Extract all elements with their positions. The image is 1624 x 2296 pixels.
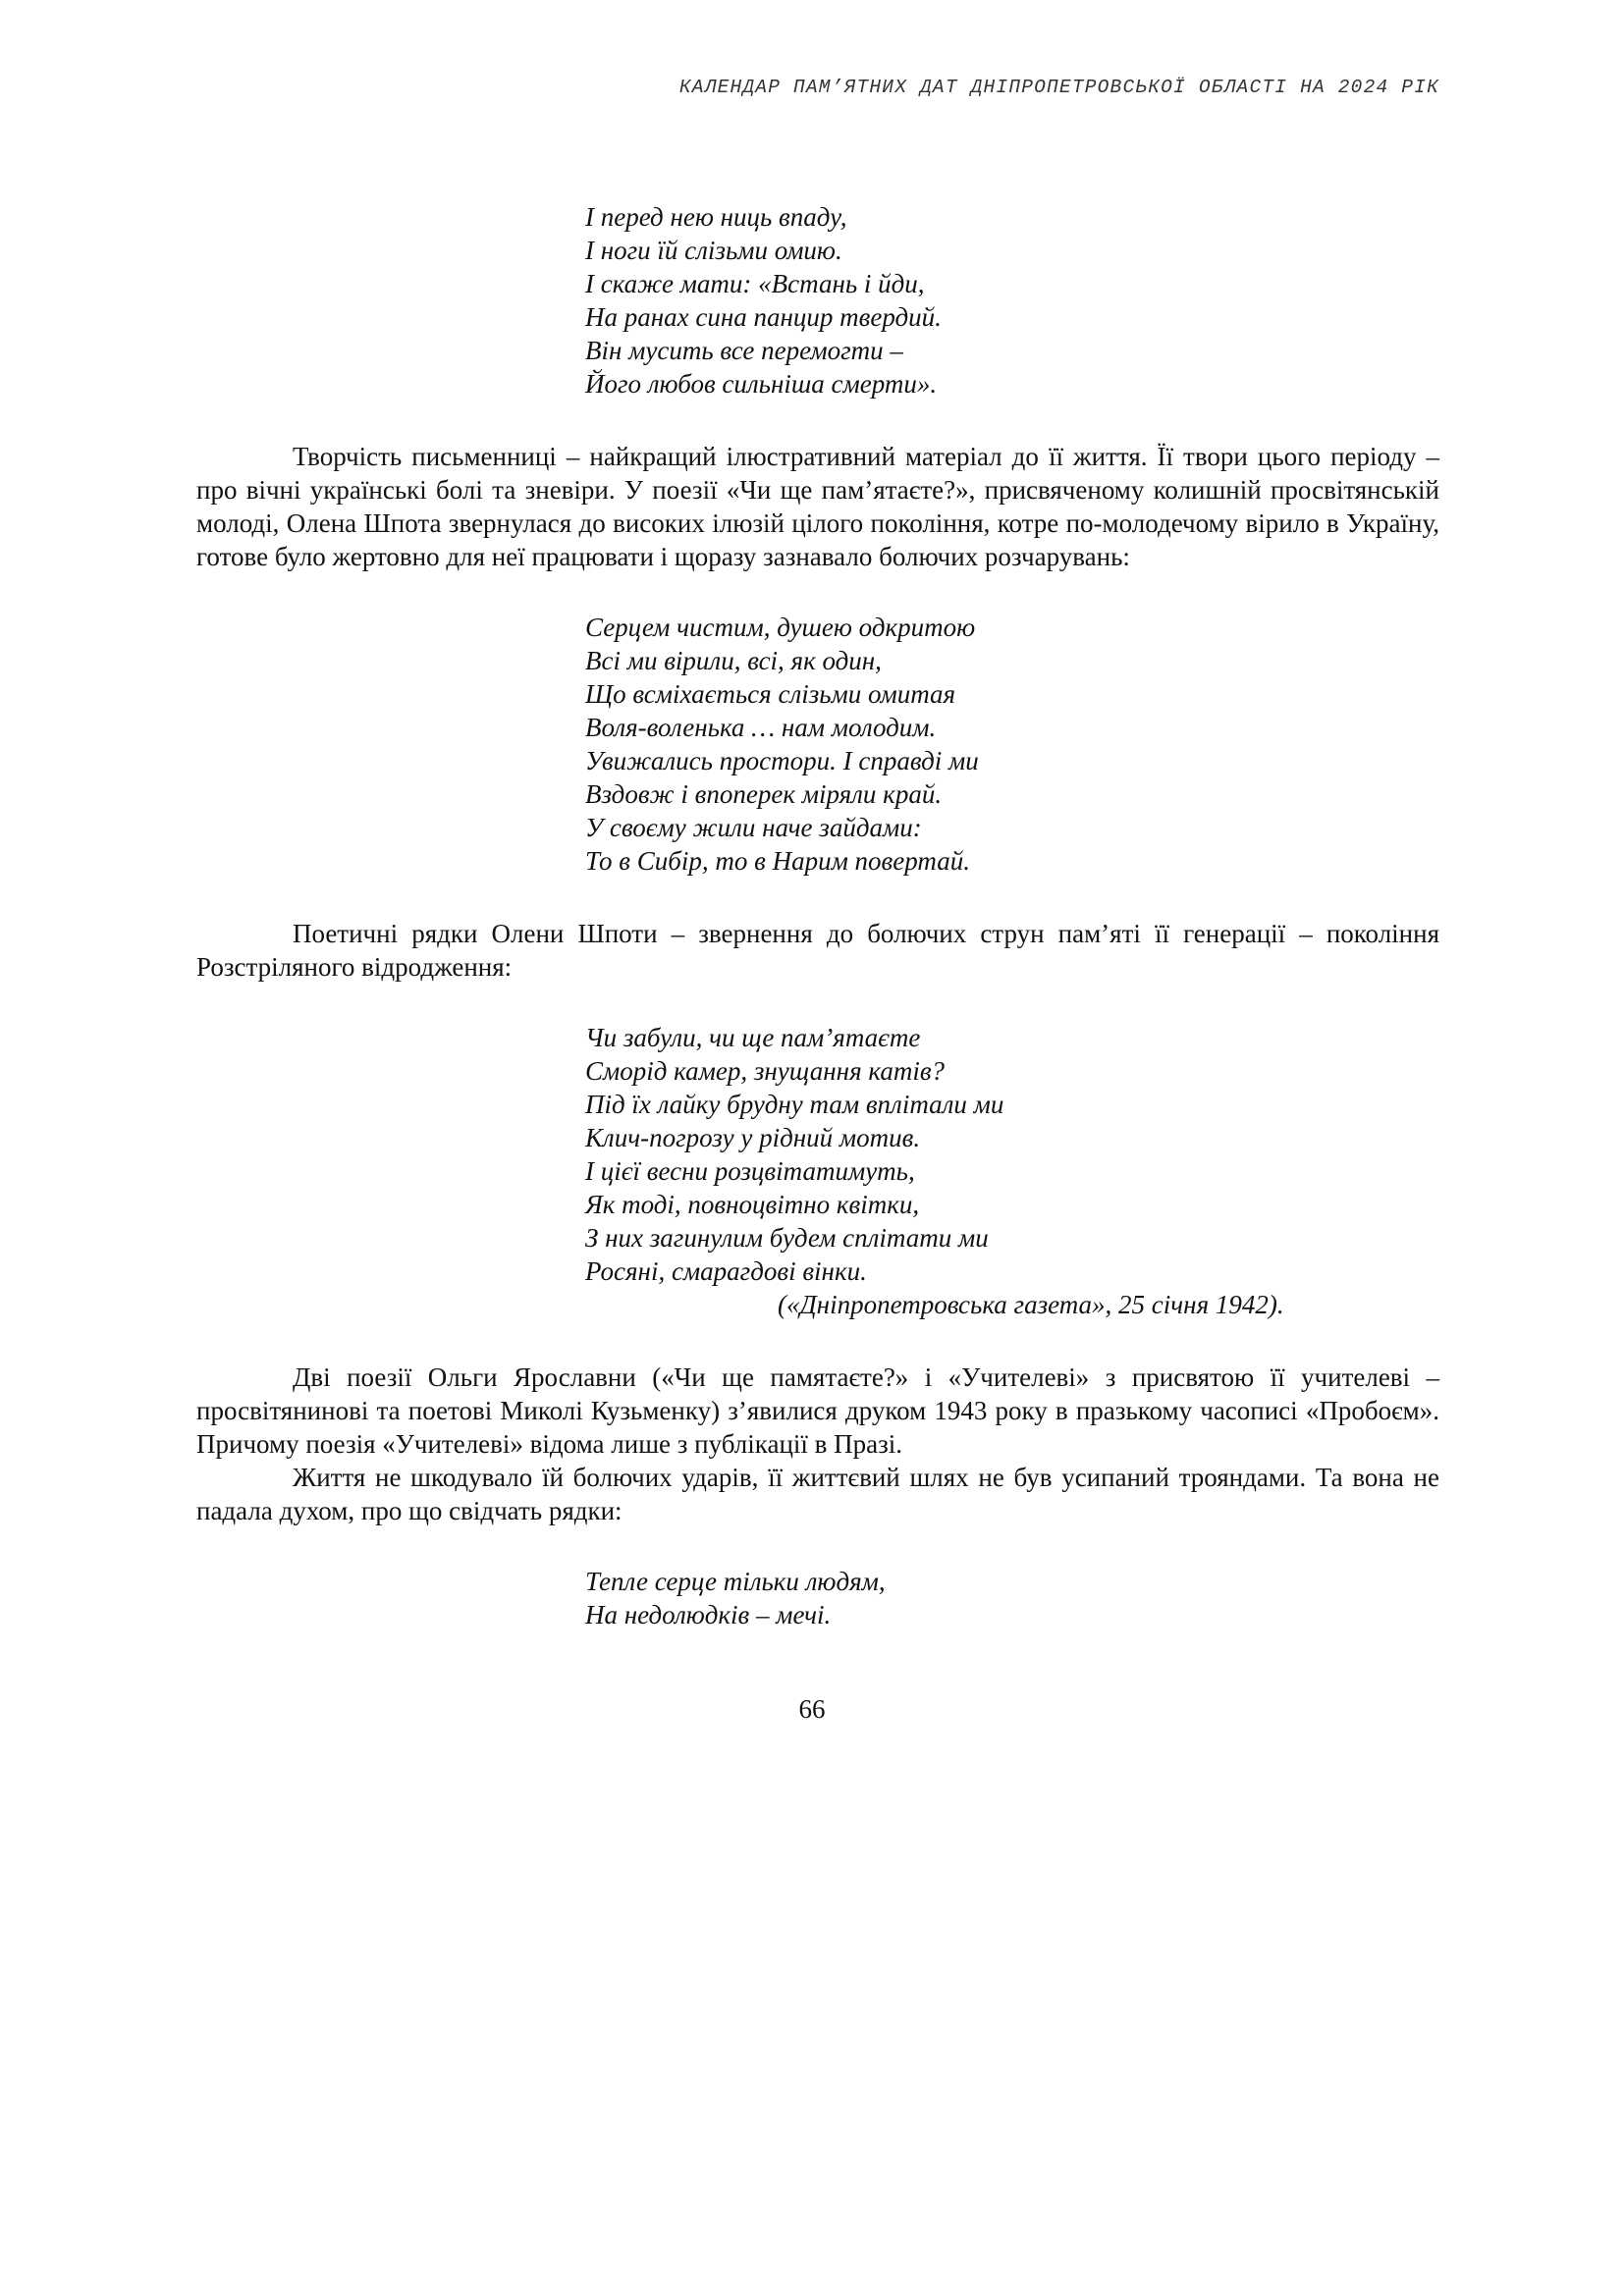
poem-excerpt	[585, 611, 1439, 878]
verse-line: На недолюдків – мечі.	[585, 1600, 832, 1629]
body-paragraph: Життя не шкодувало їй болючих ударів, її життєвий шлях не був усипаний трояндами. Та вона не падала духом, про що свідчать рядки:	[196, 1463, 1439, 1525]
verse-line: З них загинулим будем сплітати ми	[585, 1223, 989, 1253]
verse-line: У своєму жили наче зайдами:	[585, 813, 922, 842]
verse-line: Тепле серце тільки людям,	[585, 1567, 886, 1596]
verse-line: І цієї весни розцвітатимуть,	[585, 1156, 915, 1186]
verse-line: Серцем чистим, душею одкритою	[585, 613, 976, 642]
poem-excerpt	[585, 1565, 1439, 1631]
verse-line: Чи забули, чи ще пам’ятаєте	[585, 1023, 921, 1052]
verse-line: Сморід камер, знущання катів?	[585, 1056, 946, 1086]
verse-line: На ранах сина панцир твердий.	[585, 302, 942, 332]
verse-line: Його любов сильніша смерти».	[585, 369, 938, 399]
verse-line: Що всміхається слізьми омитая	[585, 679, 956, 709]
verse-line: Клич-погрозу у рідний мотив.	[585, 1123, 921, 1152]
verse-line: То в Сибір, то в Нарим повертай.	[585, 846, 970, 876]
verse-line: Росяні, смарагдові вінки.	[585, 1256, 867, 1286]
verse-line: Увижались простори. І справді ми	[585, 746, 979, 775]
page-number: 66	[798, 1694, 826, 1724]
page-content	[196, 200, 1439, 1631]
body-paragraph: Поетичні рядки Олени Шпоти – звернення до болючих струн пам’яті її генерації – покоління Розстріляного відродження:	[196, 919, 1439, 982]
poem-excerpt	[585, 1021, 1439, 1321]
verse-line: І перед нею ниць впаду,	[585, 202, 847, 232]
verse-line: І скаже мати: «Встань і йди,	[585, 269, 925, 298]
body-paragraph: Творчість письменниці – найкращий ілюстративний матеріал до її життя. Її твори цього періоду – про вічні українські болі та зневіри. У поезії «Чи ще пам’ятаєте?», присвяченому колишній просвітянській молоді, Олена Шпота звернулася до високих ілюзій цілого покоління, котре по-молодечому вірило в Україну, готове було жертовно для неї працювати і щоразу зазнавало болючих розчарувань:	[196, 442, 1439, 571]
running-header: КАЛЕНДАР ПАМ’ЯТНИХ ДАТ ДНІПРОПЕТРОВСЬКОЇ ОБЛАСТІ НА 2024 РІК	[678, 77, 1439, 98]
poem-excerpt	[585, 200, 1439, 400]
verse-line: І ноги їй слізьми омию.	[585, 236, 842, 265]
verse-line: Воля-воленька … нам молодим.	[585, 713, 937, 742]
body-paragraph: Дві поезії Ольги Ярославни («Чи ще памятаєте?» і «Учителеві» з присвятою її учителеві – просвітянинові та поетові Миколі Кузьменку) з’явилися друком 1943 року в празькому часописі «Пробоєм». Причому поезія «Учителеві» відома лише з публікації в Празі.	[196, 1362, 1439, 1459]
verse-line: Як тоді, повноцвітно квітки,	[585, 1190, 920, 1219]
verse-line: Всі ми вірили, всі, як один,	[585, 646, 882, 675]
poem-source-citation: («Дніпропетровська газета», 25 січня 1942).	[778, 1290, 1284, 1319]
verse-line: Вздовж і впоперек міряли край.	[585, 779, 943, 809]
verse-line: Під їх лайку брудну там вплітали ми	[585, 1090, 1004, 1119]
verse-line: Він мусить все перемогти –	[585, 336, 903, 365]
